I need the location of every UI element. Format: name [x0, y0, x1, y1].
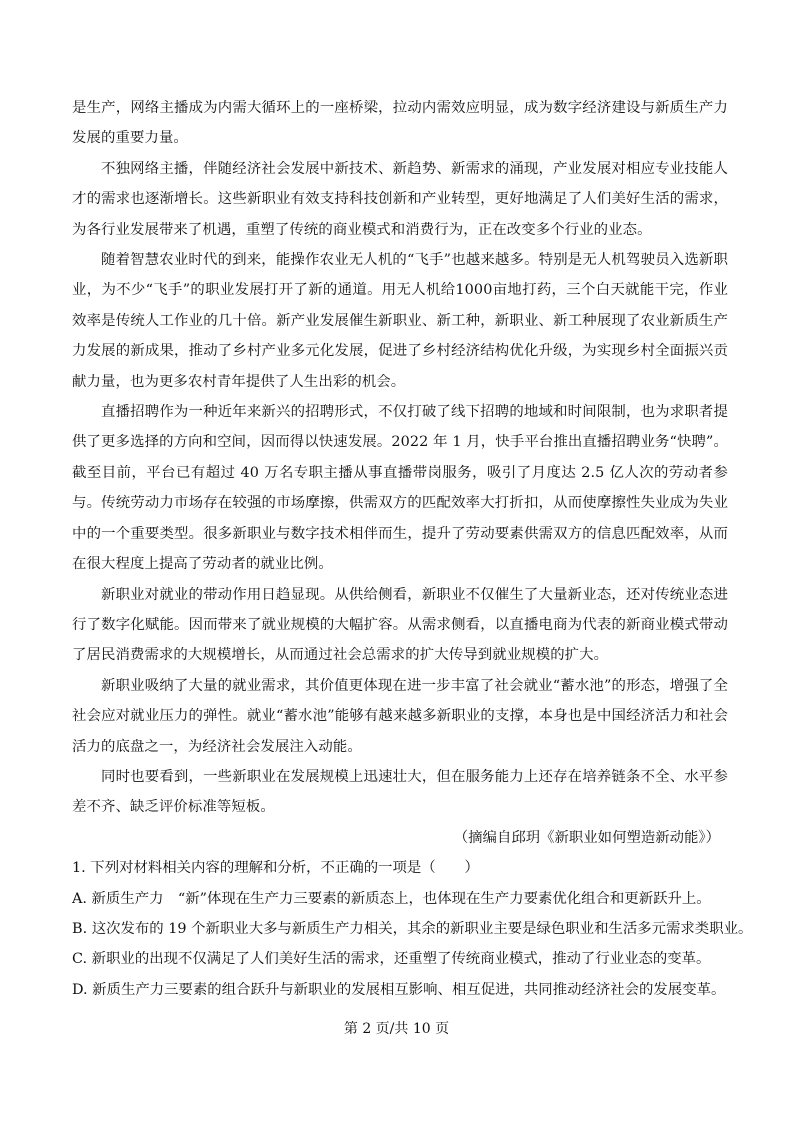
question-stem: 1. 下列对材料相关内容的理解和分析，不正确的一项是（ ）	[72, 860, 479, 877]
paragraph: 直播招聘作为一种近年来新兴的招聘形式，不仅打破了线下招聘的地域和时间限制，也为求职者提供了更多选择的方向和空间，因而得以快速发展。2022 年 1 月，快手平台推出直播招聘业务“快聘”。截至目前，平台已有超过 40 万名专职主播从事直播带岗服务，吸引了月度达 2.5 亿人次的劳动者参与。传统劳动力市场存在较强的市场摩擦，供需双方的匹配效率大打折扣，从而使摩擦性失业成为失业中的一个重要类型。很多新职业与数字技术相伴而生，提升了劳动要素供需双方的信息匹配效率，从而在很大程度上提高了劳动者的就业比例。	[72, 404, 728, 573]
option-a[interactable]: A. 新质生产力 “新”体现在生产力三要素的新质态上，也体现在生产力要素优化组合和更新跃升上。	[72, 890, 711, 907]
paragraph: 随着智慧农业时代的到来，能操作农业无人机的“飞手”也越来越多。特别是无人机驾驶员入选新职业，为不少“飞手”的职业发展打开了新的通道。用无人机给1000亩地打药，三个白天就能干完，作业效率是传统人工作业的几十倍。新产业发展催生新职业、新工种，新职业、新工种展现了农业新质生产力发展的新成果，推动了乡村产业多元化发展，促进了乡村经济结构优化升级，为实现乡村全面振兴贡献力量，也为更多农村青年提供了人生出彩的机会。	[72, 252, 728, 390]
passage-body	[72, 93, 753, 1005]
paragraph: 不独网络主播，伴随经济社会发展中新技术、新趋势、新需求的涌现，产业发展对相应专业技能人才的需求也逐渐增长。这些新职业有效支持科技创新和产业转型，更好地满足了人们美好生活的需求，为各行业发展带来了机遇，重塑了传统的商业模式和消费行为，正在改变多个行业的业态。	[72, 160, 728, 238]
source-citation: （摘编自邱玥《新职业如何塑造新动能》）	[453, 829, 720, 846]
paragraph: 新职业对就业的带动作用日趋显现。从供给侧看，新职业不仅催生了大量新业态，还对传统业态进行了数字化赋能。因而带来了就业规模的大幅扩容。从需求侧看，以直播电商为代表的新商业模式带动了居民消费需求的大规模增长，从而通过社会总需求的扩大传导到就业规模的扩大。	[72, 586, 728, 664]
page-number: 第 2 页/共 10 页	[343, 1021, 450, 1037]
option-c[interactable]: C. 新职业的出现不仅满足了人们美好生活的需求，还重塑了传统商业模式，推动了行业业态的变革。	[72, 951, 711, 968]
option-b[interactable]: B. 这次发布的 19 个新职业大多与新质生产力相关，其余的新职业主要是绿色职业和生活多元需求类职业。	[72, 920, 753, 937]
question-block	[72, 853, 753, 1005]
option-d[interactable]: D. 新质生产力三要素的组合跃升与新职业的发展相互影响、相互促进，共同推动经济社会的发展变革。	[72, 981, 726, 998]
paragraph: 同时也要看到，一些新职业在发展规模上迅速壮大，但在服务能力上还存在培养链条不全、水平参差不齐、缺乏评价标准等短板。	[72, 768, 728, 816]
paragraph: 新职业吸纳了大量的就业需求，其价值更体现在进一步丰富了社会就业“蓄水池”的形态，增强了全社会应对就业压力的弹性。就业“蓄水池”能够有越来越多新职业的支撑，本身也是中国经济活力和社会活力的底盘之一，为经济社会发展注入动能。	[72, 677, 728, 755]
paragraph-continued: 是生产，网络主播成为内需大循环上的一座桥梁，拉动内需效应明显，成为数字经济建设与新质生产力发展的重要力量。	[72, 100, 728, 147]
